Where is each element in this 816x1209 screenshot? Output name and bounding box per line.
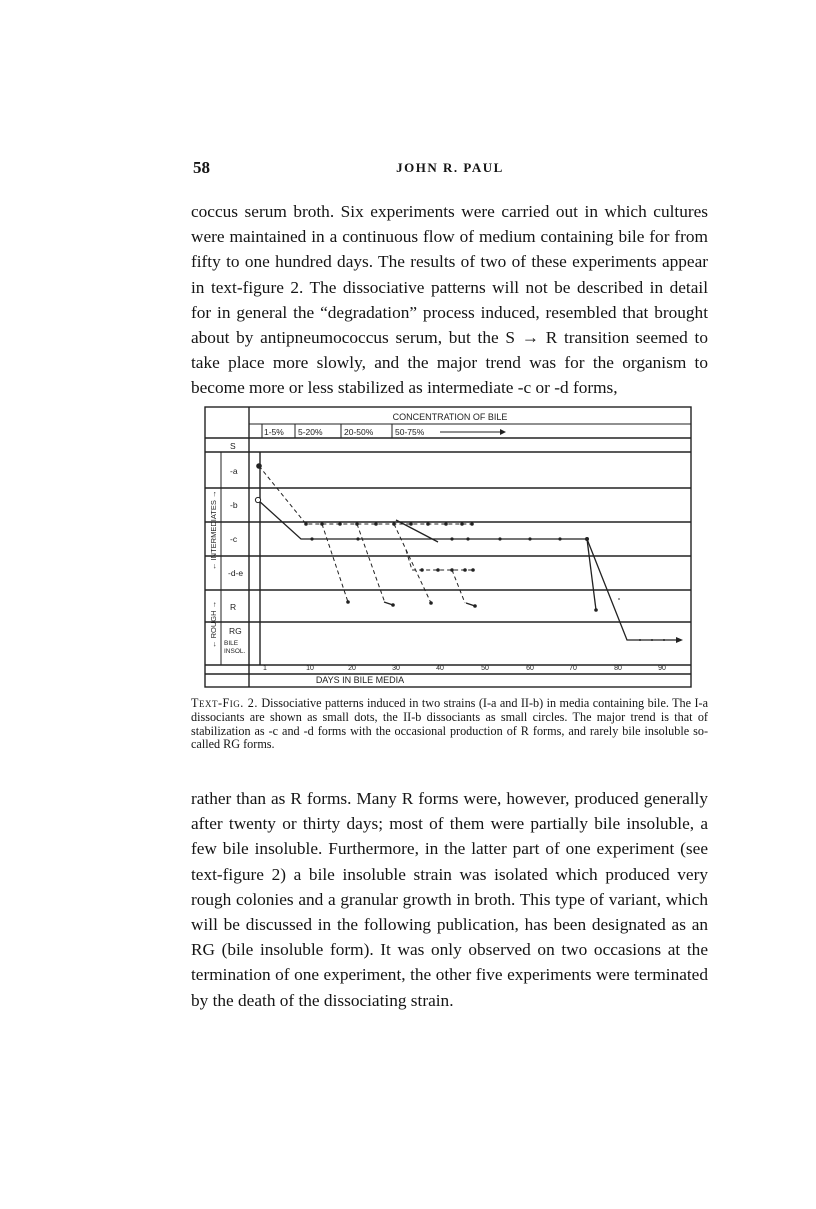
x-axis-title: DAYS IN BILE MEDIA [315, 675, 405, 685]
band-label: 1-5% [264, 427, 284, 437]
x-tick: 70 [569, 665, 577, 672]
x-tick: 30 [392, 665, 400, 672]
strain-ia-dots [256, 463, 477, 608]
intermediates-side-label: ← INTERMEDIATES → [209, 490, 218, 570]
band-arrow-head [500, 429, 506, 435]
running-head [193, 158, 707, 182]
caption-label: Text-Fig. 2. [191, 696, 258, 710]
figure-caption [191, 697, 708, 752]
band-label: 20-50% [344, 427, 374, 437]
concentration-title: CONCENTRATION OF BILE [392, 412, 508, 422]
x-tick: 10 [306, 665, 314, 672]
row-label-b: -b [230, 500, 238, 510]
paragraph-bottom: rather than as R forms. Many R forms were, however, produced generally after twenty or thirty days; most of them were partially bile insoluble, a few bile insoluble. Furthermore, in the latter part of one experiment (see text-figure 2) a bile insoluble strain was isolated which produced very rough colonies and a granular growth in broth. This type of variant, which will be discussed in the following publication, has been designated as an RG (bile insoluble form). It was only observed on two occasions at the termination of one experiment, the other five experiments were terminated by the death of the dissociating strain. [191, 789, 708, 1010]
x-tick: 20 [348, 665, 356, 672]
strain-iib-points [255, 497, 665, 641]
text-figure-2 [200, 402, 696, 692]
x-tick: 60 [526, 665, 534, 672]
x-tick: 50 [481, 665, 489, 672]
band-label: 50-75% [395, 427, 425, 437]
row-label-insol: INSOL. [224, 648, 246, 655]
row-label-de: -d-e [228, 568, 244, 578]
rough-side-label: ← ROUGH → [209, 600, 218, 648]
stray-mark [618, 598, 620, 600]
caption-text: Dissociative patterns induced in two strains (I-a and II-b) in media containing bile. The I-a dissociants are shown as small dots, the II-b dissociants as small circles. The major trend is that of stabilization as -c and -d forms with the occasional production of R forms, and rarely bile insoluble so-called RG forms. [191, 696, 708, 752]
row-label-bile: BILE [224, 640, 239, 647]
x-tick: 90 [658, 665, 666, 672]
band-label: 5-20% [298, 427, 323, 437]
row-label-a: -a [230, 466, 238, 476]
page-number: 58 [193, 158, 210, 177]
strain-ia-path [259, 466, 473, 603]
row-label-rg: RG [229, 626, 242, 636]
row-label-r: R [230, 602, 237, 612]
author-running-title: JOHN R. PAUL [396, 160, 504, 175]
rg-arrow-head [676, 637, 683, 643]
figure-chart [200, 402, 696, 692]
paragraph-top: coccus serum broth. Six experiments were carried out in which cultures were maintained in a continuous flow of medium containing bile for from fifty to one hundred days. The results of two of these experiments appear in text-figure 2. The dissociative patterns will not be described in detail for in general the “degradation” process induced, resembled that brought about by antipneumococcus serum, but the S → R transition seemed to take place more slowly, and the major trend was for the organism to become more or less stabilized as intermediate -c or -d forms, [191, 202, 708, 398]
x-tick: 1 [263, 665, 267, 672]
x-tick: 40 [436, 665, 444, 672]
row-label-c: -c [230, 534, 238, 544]
figure-frame [205, 407, 691, 687]
x-tick: 80 [614, 665, 622, 672]
row-label-s: S [230, 441, 236, 451]
